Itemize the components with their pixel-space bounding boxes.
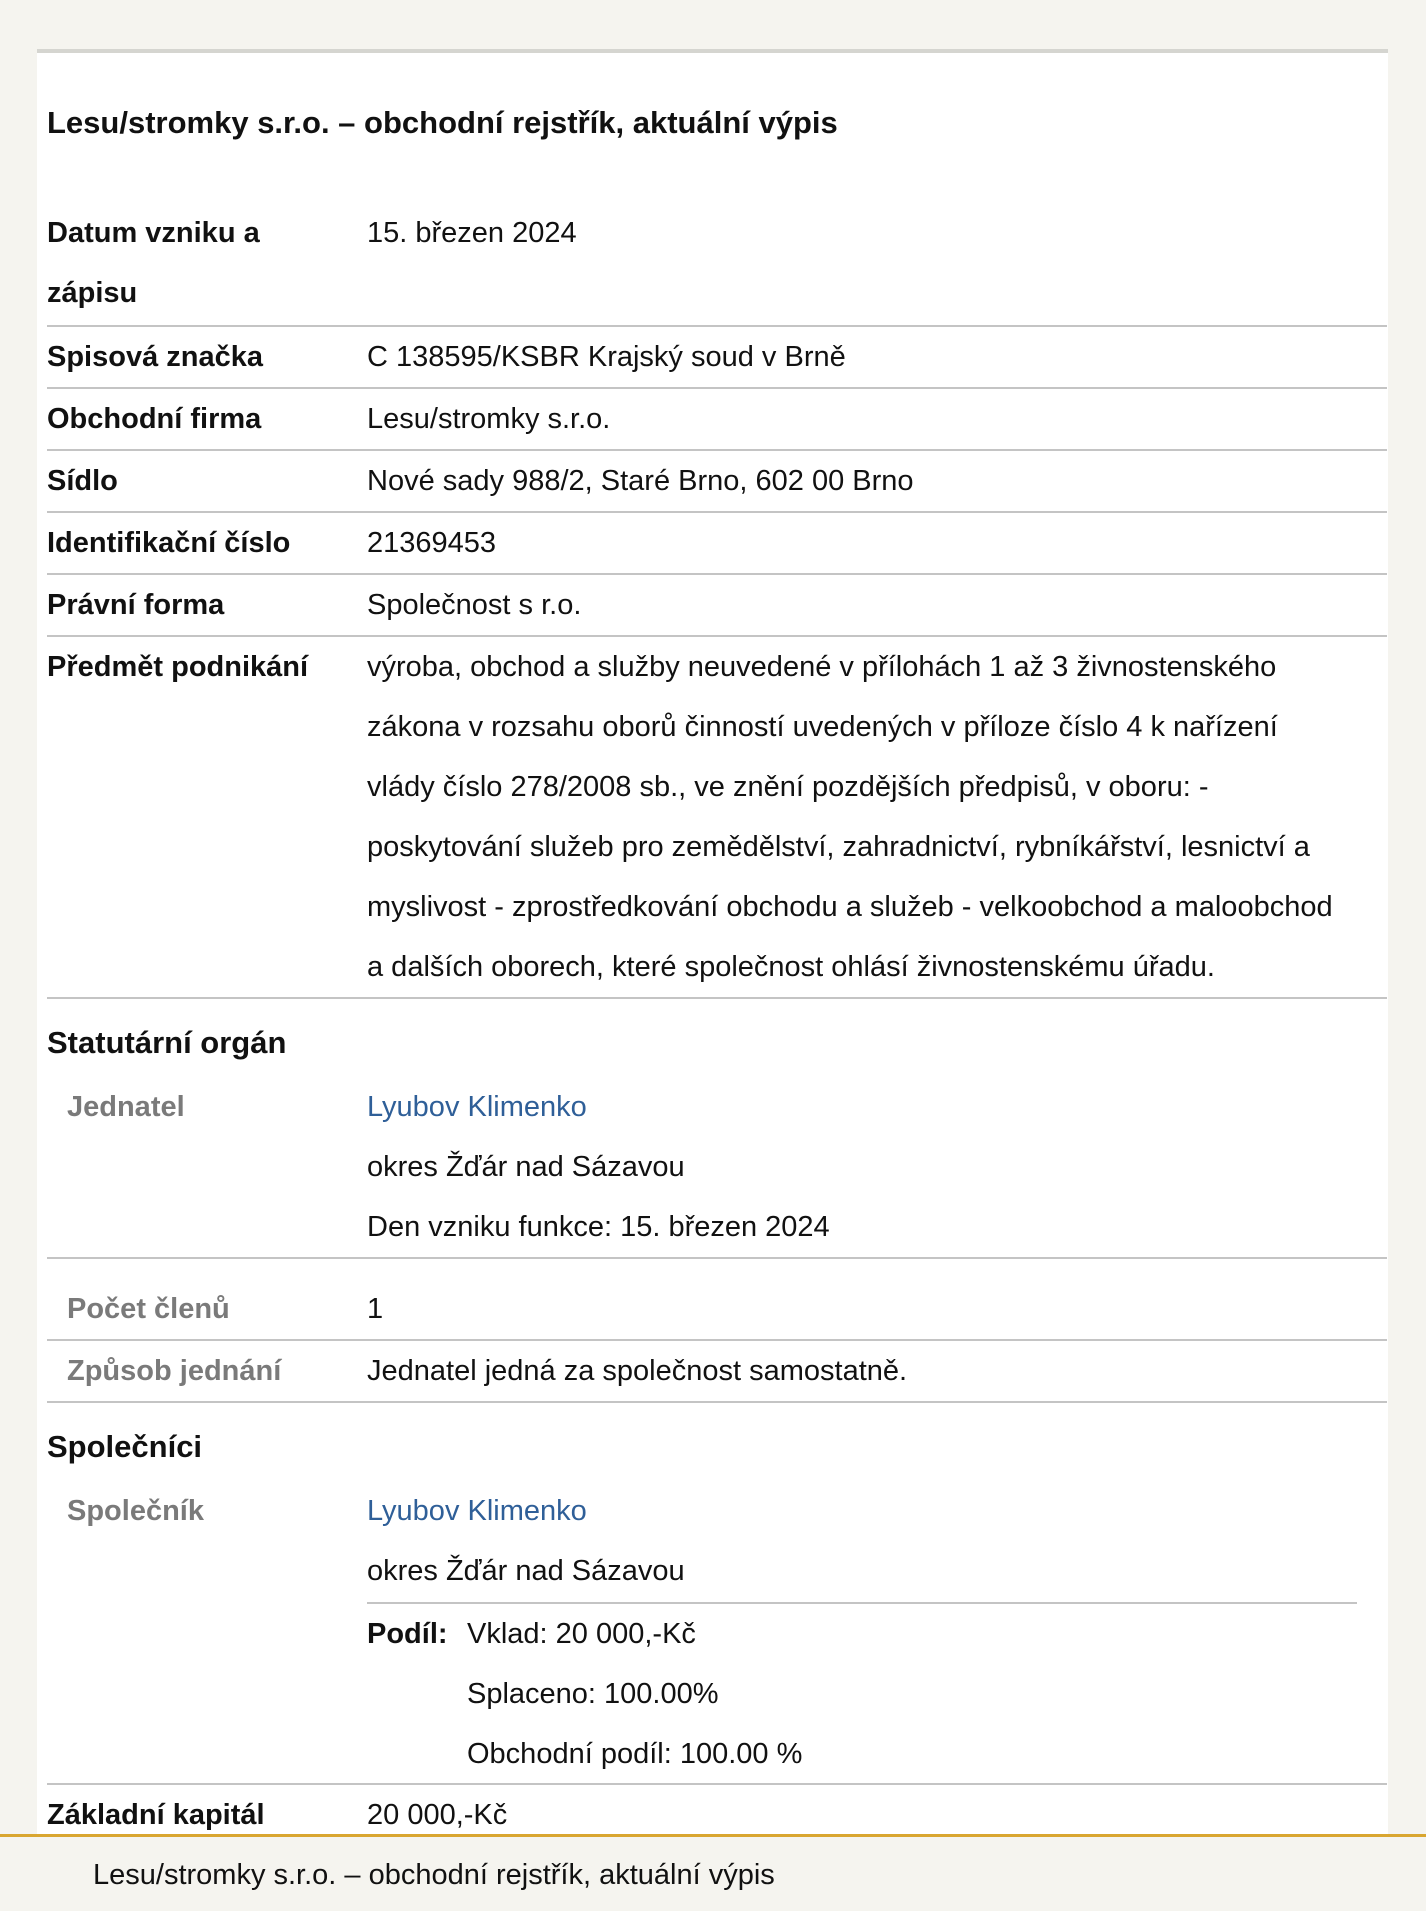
share-percentage: Obchodní podíl: 100.00 %	[467, 1738, 803, 1770]
scope-line: myslivost - zprostředkování obchodu a služeb - velkoobchod a maloobchod	[367, 891, 1333, 923]
row-label: Předmět podnikání	[47, 651, 309, 683]
row-jednatel	[47, 1077, 1387, 1259]
row-label: Spisová značka	[47, 341, 263, 373]
share-deposit: Vklad: 20 000,-Kč	[467, 1618, 696, 1650]
person-link[interactable]: Lyubov Klimenko	[367, 1495, 587, 1527]
row-predmet-podnikani	[47, 637, 1387, 999]
row-label: Společník	[67, 1495, 204, 1527]
jednatel-details	[367, 1077, 1377, 1257]
row-value: Lesu/stromky s.r.o.	[367, 403, 611, 435]
scope-line: poskytování služeb pro zemědělství, zahradnictví, rybníkářství, lesnictví a	[367, 831, 1310, 863]
row-label: Obchodní firma	[47, 403, 262, 435]
row-label: Sídlo	[47, 465, 118, 497]
person-district: okres Žďár nad Sázavou	[367, 1555, 685, 1587]
share-block	[367, 1602, 1357, 1784]
row-spolecnik	[47, 1481, 1387, 1785]
scope-line: a dalších oborech, které společnost ohlásí živnostenskému úřadu.	[367, 951, 1215, 983]
row-label: Počet členů	[67, 1293, 230, 1325]
person-link[interactable]: Lyubov Klimenko	[367, 1091, 587, 1123]
row-pocet-clenu	[47, 1279, 1387, 1341]
row-value: 15. březen 2024	[367, 217, 577, 249]
row-identifikacni-cislo	[47, 513, 1387, 575]
share-values	[467, 1604, 802, 1784]
footer-text: Lesu/stromky s.r.o. – obchodní rejstřík, aktuální výpis	[93, 1859, 775, 1891]
spolecnik-details	[367, 1481, 1377, 1601]
section-spolecnici: Společníci	[47, 1429, 203, 1464]
row-value: 21369453	[367, 527, 497, 559]
scope-line: zákona v rozsahu oborů činností uvedených v příloze číslo 4 k nařízení	[367, 711, 1278, 743]
share-label: Podíl:	[367, 1618, 448, 1650]
row-value: 20 000,-Kč	[367, 1799, 508, 1831]
row-label: Způsob jednání	[67, 1355, 282, 1387]
scope-line: výroba, obchod a služby neuvedené v přílohách 1 až 3 živnostenského	[367, 651, 1277, 683]
row-label: Identifikační číslo	[47, 527, 291, 559]
row-label: Jednatel	[67, 1091, 185, 1123]
row-label: Základní kapitál	[47, 1799, 265, 1831]
person-district: okres Žďár nad Sázavou	[367, 1151, 685, 1183]
row-datum-vzniku	[47, 203, 1387, 327]
row-spisova-znacka	[47, 327, 1387, 389]
row-label: Datum vzniku a zápisu	[47, 217, 260, 309]
register-extract-card	[37, 49, 1388, 1839]
row-obchodni-firma	[47, 389, 1387, 451]
page-title: Lesu/stromky s.r.o. – obchodní rejstřík, aktuální výpis	[47, 105, 838, 140]
row-zpusob-jednani	[47, 1341, 1387, 1403]
page-footer	[0, 1834, 1426, 1911]
row-pravni-forma	[47, 575, 1387, 637]
row-label: Právní forma	[47, 589, 225, 621]
share-paid: Splaceno: 100.00%	[467, 1678, 719, 1710]
row-value: Nové sady 988/2, Staré Brno, 602 00 Brno	[367, 465, 914, 497]
scope-line: vlády číslo 278/2008 sb., ve znění pozdějších předpisů, v oboru: -	[367, 771, 1209, 803]
row-value: Jednatel jedná za společnost samostatně.	[367, 1355, 908, 1387]
row-value: C 138595/KSBR Krajský soud v Brně	[367, 341, 846, 373]
function-since: Den vzniku funkce: 15. březen 2024	[367, 1211, 830, 1243]
business-scope-text	[367, 637, 1377, 997]
section-statutarni-organ: Statutární orgán	[47, 1025, 287, 1060]
row-sidlo	[47, 451, 1387, 513]
row-value: 1	[367, 1293, 384, 1325]
row-value: Společnost s r.o.	[367, 589, 582, 621]
